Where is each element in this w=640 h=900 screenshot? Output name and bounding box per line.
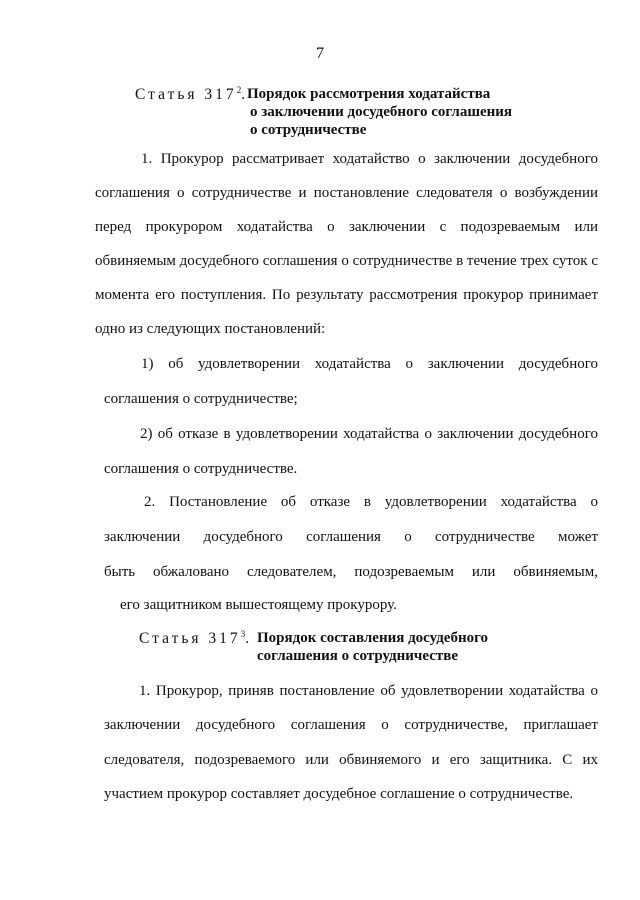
article-superscript: 3	[240, 628, 246, 639]
text-line: 1) об удовлетворении ходатайства о заключении досудебного	[141, 356, 598, 372]
article-title-line: о заключении досудебного соглашения	[250, 104, 513, 120]
text-line: момента его поступления. По результату рассмотрения прокурор принимает	[95, 287, 598, 303]
text-line: 2) об отказе в удовлетворении ходатайства о заключении досудебного	[140, 426, 598, 442]
text-line: соглашения о сотрудничестве и постановление следователя о возбуждении	[95, 185, 598, 201]
article-title-line: Порядок составления досудебного	[257, 630, 489, 646]
text-line: соглашения о сотрудничестве.	[104, 461, 298, 477]
article-label	[135, 86, 248, 104]
article-title-line: Порядок рассмотрения ходатайства	[247, 86, 491, 102]
article-label-dot: .	[245, 630, 253, 647]
text-line: заключении досудебного соглашения о сотрудничестве может	[104, 529, 598, 545]
article-label-dot: .	[241, 86, 249, 103]
article-title-line: о сотрудничестве	[250, 122, 367, 138]
article-label-text: Статья 317	[135, 86, 237, 103]
text-line: соглашения о сотрудничестве;	[104, 391, 298, 407]
article-title-line: соглашения о сотрудничестве	[257, 648, 459, 664]
text-line: заключении досудебного соглашения о сотрудничестве, приглашает	[104, 717, 598, 733]
text-line: быть обжаловано следователем, подозреваемым или обвиняемым,	[104, 564, 598, 580]
text-line: одно из следующих постановлений:	[95, 321, 326, 337]
article-label	[139, 630, 252, 648]
article-label-text: Статья 317	[139, 630, 241, 647]
text-line: обвиняемым досудебного соглашения о сотрудничестве в течение трех суток с	[95, 253, 598, 269]
article-superscript: 2	[236, 84, 242, 95]
text-line: 1. Прокурор рассматривает ходатайство о заключении досудебного	[141, 151, 598, 167]
text-line: участием прокурор составляет досудебное соглашение о сотрудничестве.	[104, 786, 574, 802]
text-line: его защитником вышестоящему прокурору.	[120, 597, 397, 613]
page-number: 7	[316, 45, 324, 62]
text-line: 2. Постановление об отказе в удовлетворении ходатайства о	[144, 494, 598, 510]
text-line: следователя, подозреваемого или обвиняемого и его защитника. С их	[104, 752, 598, 768]
text-line: 1. Прокурор, приняв постановление об удовлетворении ходатайства о	[139, 683, 598, 699]
text-line: перед прокурором ходатайства о заключении с подозреваемым или	[95, 219, 598, 235]
